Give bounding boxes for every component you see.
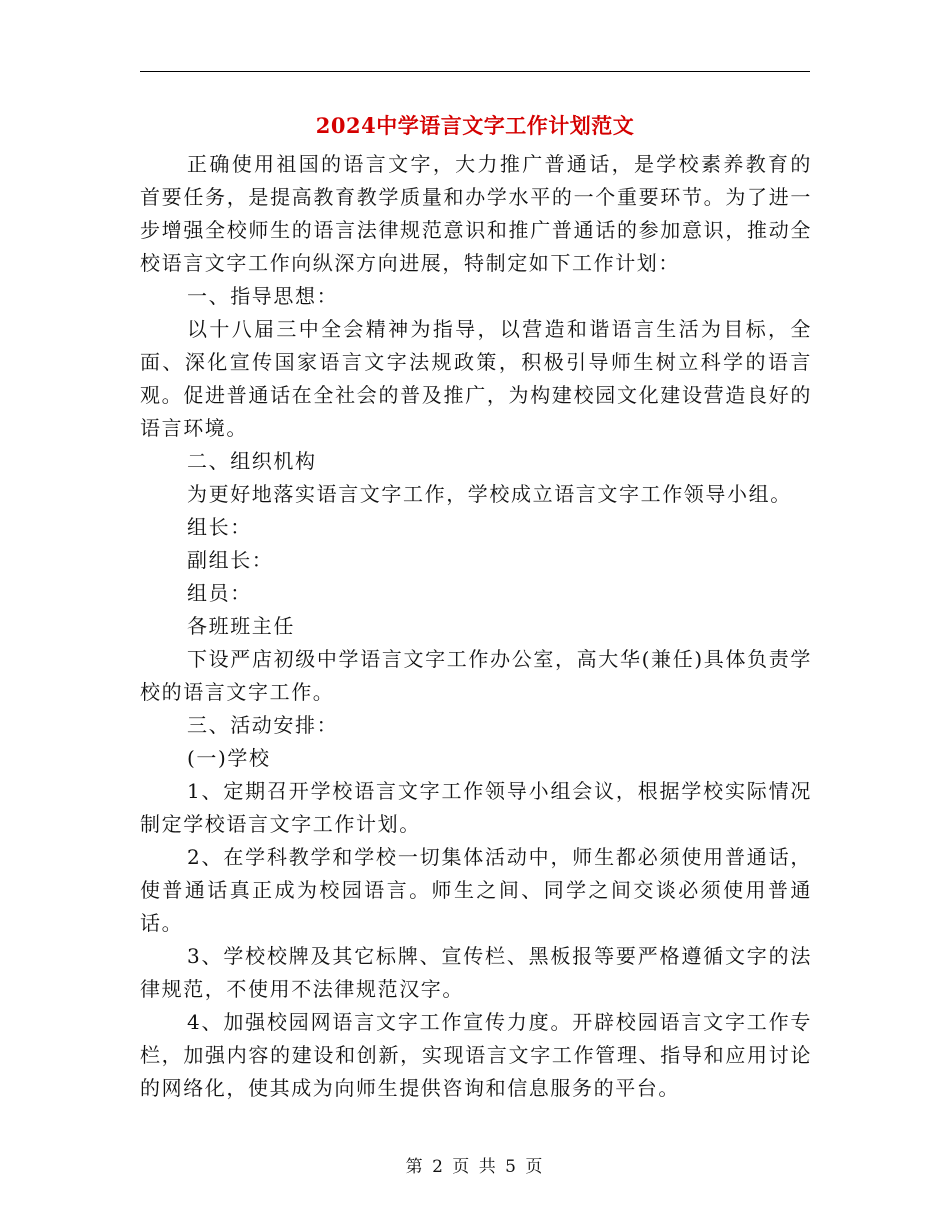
document-title: 2024中学语言文字工作计划范文: [315, 113, 635, 138]
activity-item-4: 4、加强校园网语言文字工作宣传力度。开辟校园语言文字工作专栏，加强内容的建设和创新，实现语言文字工作管理、指导和应用讨论的网络化，使其成为向师生提供咨询和信息服务的平台。: [140, 1010, 812, 1100]
section-heading-guiding-ideology: 一、指导思想：: [187, 284, 339, 308]
section-heading-organization: 二、组织机构: [187, 449, 317, 473]
page-number-footer: 第 2 页 共 5 页: [405, 1157, 545, 1177]
class-teachers-line: 各班班主任: [187, 614, 295, 638]
guiding-ideology-paragraph: 以十八届三中全会精神为指导，以营造和谐语言生活为目标，全面、深化宣传国家语言文字法规政策，积极引导师生树立科学的语言观。促进普通话在全社会的普及推广，为构建校园文化建设营造良好的语言环境。: [140, 317, 812, 440]
group-leader-line: 组长：: [187, 515, 252, 539]
deputy-leader-line: 副组长：: [187, 548, 274, 572]
members-line: 组员：: [187, 581, 252, 605]
activity-item-1: 1、定期召开学校语言文字工作领导小组会议，根据学校实际情况制定学校语言文字工作计划。: [140, 779, 812, 836]
office-paragraph: 下设严店初级中学语言文字工作办公室，高大华(兼任)具体负责学校的语言文字工作。: [140, 647, 812, 704]
activity-item-3: 3、学校校牌及其它标牌、宣传栏、黑板报等要严格遵循文字的法律规范，不使用不法律规范汉字。: [140, 944, 812, 1001]
activity-item-2: 2、在学科教学和学校一切集体活动中，师生都必须使用普通话，使普通话真正成为校园语言。师生之间、同学之间交谈必须使用普通话。: [140, 845, 812, 935]
subsection-heading-school: (一)学校: [187, 746, 271, 770]
section-heading-activities: 三、活动安排：: [187, 713, 339, 737]
header-rule: [140, 71, 810, 72]
document-body: [140, 148, 812, 1105]
organization-paragraph: 为更好地落实语言文字工作，学校成立语言文字工作领导小组。: [187, 482, 792, 506]
intro-paragraph: 正确使用祖国的语言文字，大力推广普通话，是学校素养教育的首要任务，是提高教育教学质量和办学水平的一个重要环节。为了进一步增强全校师生的语言法律规范意识和推广普通话的参加意识，推动全校语言文字工作向纵深方向进展，特制定如下工作计划：: [140, 152, 812, 275]
